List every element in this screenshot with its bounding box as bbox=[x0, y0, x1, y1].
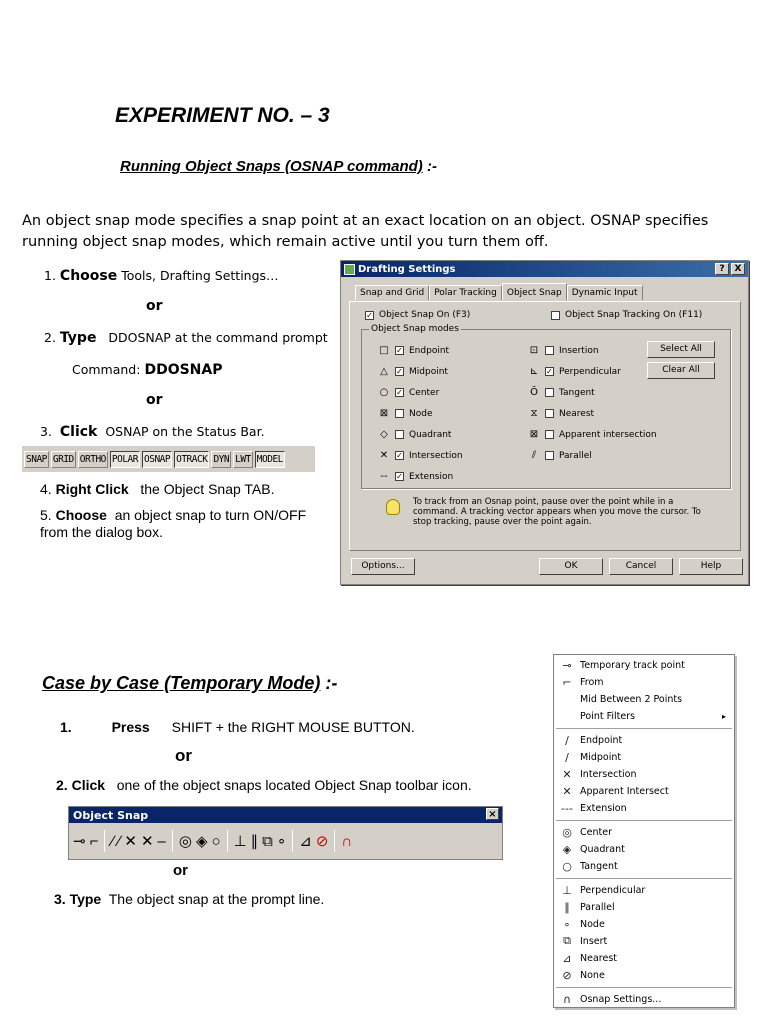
or-separator: or bbox=[175, 746, 192, 765]
app-icon bbox=[344, 264, 355, 275]
case-heading bbox=[42, 673, 337, 694]
dialog-title: Drafting Settings bbox=[358, 263, 456, 275]
none-icon[interactable]: ⊘ bbox=[315, 833, 329, 850]
checkbox-label: Insertion bbox=[559, 345, 599, 356]
menu-item-icon: ⧉ bbox=[563, 934, 571, 947]
menu-item-osnap-settings[interactable] bbox=[554, 991, 734, 1007]
menu-item-mid-between-2-points[interactable] bbox=[554, 691, 734, 707]
step-5 bbox=[40, 507, 336, 541]
snap-marker-icon: ○ bbox=[379, 387, 389, 398]
step-text: Tools, Drafting Settings… bbox=[121, 268, 279, 283]
tab-snap-and-grid[interactable]: Snap and Grid bbox=[355, 285, 429, 300]
snap-marker-icon: ⧖ bbox=[530, 408, 538, 419]
quadrant-icon[interactable]: ◈ bbox=[195, 833, 208, 850]
snap-marker-icon: Ō bbox=[530, 387, 538, 398]
menu-item-icon: ⊸ bbox=[562, 658, 572, 672]
clear-all-button[interactable]: Clear All bbox=[647, 362, 715, 379]
from-icon[interactable]: ⌐ bbox=[89, 832, 99, 850]
command-value: DDOSNAP bbox=[144, 362, 223, 378]
menu-item-label: Intersection bbox=[580, 768, 637, 780]
menu-item-icon: ⊿ bbox=[562, 951, 572, 965]
step-verb: Type bbox=[59, 330, 97, 346]
menu-item-label: From bbox=[580, 676, 604, 688]
step-text: OSNAP on the Status Bar. bbox=[105, 424, 265, 439]
menu-item-node[interactable] bbox=[554, 916, 734, 932]
step-text: DDOSNAP at the command prompt bbox=[108, 330, 328, 345]
checkbox[interactable] bbox=[395, 430, 404, 439]
menu-item-label: Perpendicular bbox=[580, 884, 646, 896]
menu-item-apparent-intersect[interactable] bbox=[554, 783, 734, 799]
checkbox-label: Extension bbox=[409, 471, 454, 482]
checkbox-label: Center bbox=[409, 387, 440, 398]
step-verb: Choose bbox=[59, 268, 118, 284]
status-lwt-button[interactable]: LWT bbox=[233, 451, 253, 468]
snap-marker-icon: ⫽ bbox=[531, 450, 537, 461]
menu-item-icon: ⊘ bbox=[562, 968, 572, 982]
snap-marker-icon: □ bbox=[379, 345, 389, 356]
checkbox-label: Endpoint bbox=[409, 345, 450, 356]
step-text: one of the object snaps located Object Snap toolbar icon. bbox=[116, 777, 472, 793]
snap-mode-extension[interactable] bbox=[377, 471, 453, 482]
snap-mode-node[interactable] bbox=[377, 408, 433, 419]
menu-item-quadrant[interactable] bbox=[554, 841, 734, 857]
menu-item-label: Parallel bbox=[580, 901, 615, 913]
checkbox[interactable]: ✓ bbox=[396, 346, 403, 355]
menu-item-icon: --- bbox=[561, 801, 573, 815]
menu-item-label: Apparent Intersect bbox=[580, 785, 669, 797]
checkbox[interactable]: ✓ bbox=[396, 472, 403, 481]
subtitle-main: Running Object Snaps (OSNAP command) bbox=[120, 158, 423, 175]
step-number: 1. bbox=[44, 268, 56, 283]
help-icon[interactable]: ? bbox=[715, 263, 729, 275]
menu-item-intersection[interactable] bbox=[554, 766, 734, 782]
snap-mode-perpendicular[interactable] bbox=[527, 366, 621, 377]
menu-item-tangent[interactable] bbox=[554, 858, 734, 874]
menu-item-perpendicular[interactable] bbox=[554, 882, 734, 898]
menu-item-icon: ○ bbox=[562, 859, 572, 873]
step-verb: Type bbox=[69, 891, 102, 907]
menu-item-icon: ∩ bbox=[562, 992, 572, 1006]
case-step-3 bbox=[54, 891, 324, 907]
case-step-2 bbox=[56, 777, 472, 793]
object-snap-on-toggle[interactable] bbox=[365, 310, 470, 320]
step-verb: Press bbox=[111, 719, 150, 735]
step-number: 2. bbox=[56, 777, 68, 793]
snap-mode-midpoint[interactable] bbox=[377, 366, 448, 377]
insert-icon[interactable]: ⧉ bbox=[262, 832, 273, 850]
menu-item-label: Center bbox=[580, 826, 612, 838]
step-number: 2. bbox=[44, 330, 56, 345]
tangent-icon[interactable]: ○ bbox=[211, 832, 221, 850]
status-ortho-button[interactable]: ORTHO bbox=[78, 451, 108, 468]
step-number: 3. bbox=[40, 424, 52, 439]
object-snap-tracking-toggle[interactable] bbox=[551, 310, 702, 320]
snap-mode-tangent[interactable] bbox=[527, 387, 595, 398]
tab-object-snap[interactable]: Object Snap bbox=[502, 283, 567, 300]
checkbox-label: Nearest bbox=[559, 408, 595, 419]
checkbox[interactable] bbox=[545, 388, 554, 397]
step-verb: Choose bbox=[55, 507, 107, 523]
menu-item-icon: ∕ bbox=[565, 750, 569, 764]
menu-item-icon: ⊥ bbox=[562, 883, 572, 897]
menu-item-icon: ∕ bbox=[565, 733, 569, 747]
cancel-button[interactable]: Cancel bbox=[609, 558, 673, 575]
checkbox-label: Midpoint bbox=[409, 366, 448, 377]
checkbox[interactable] bbox=[551, 311, 560, 320]
step-number: 5. bbox=[40, 507, 52, 523]
or-separator: or bbox=[146, 392, 163, 408]
separator bbox=[334, 830, 335, 852]
menu-item-from[interactable] bbox=[554, 674, 734, 690]
status-snap-button[interactable]: SNAP bbox=[24, 451, 49, 468]
step-verb: Click bbox=[59, 424, 98, 440]
case-step-1 bbox=[60, 719, 415, 735]
step-number: 3. bbox=[54, 891, 66, 907]
step-1 bbox=[44, 268, 279, 284]
or-separator: or bbox=[146, 298, 163, 314]
checkbox[interactable] bbox=[545, 430, 554, 439]
status-bar bbox=[22, 446, 315, 472]
checkbox[interactable] bbox=[545, 451, 554, 460]
step-2 bbox=[44, 330, 328, 346]
menu-item-label: Tangent bbox=[580, 860, 618, 872]
step-number: 1. bbox=[60, 719, 72, 735]
step-text: The object snap at the prompt line. bbox=[108, 891, 325, 907]
perpendicular-icon[interactable]: ⊥ bbox=[233, 833, 247, 850]
status-osnap-button[interactable]: OSNAP bbox=[142, 451, 172, 468]
checkbox[interactable]: ✓ bbox=[396, 451, 403, 460]
step-verb: Click bbox=[71, 777, 106, 793]
checkbox[interactable] bbox=[395, 409, 404, 418]
menu-item-parallel[interactable] bbox=[554, 899, 734, 915]
checkbox-label: Quadrant bbox=[409, 429, 452, 440]
object-snap-context-menu bbox=[553, 654, 735, 1008]
step-verb: Right Click bbox=[55, 481, 129, 497]
checkbox-label: Perpendicular bbox=[559, 366, 621, 377]
snap-marker-icon: ✕ bbox=[379, 450, 389, 461]
menu-item-icon: ∥ bbox=[564, 900, 570, 914]
node-icon[interactable]: ∘ bbox=[276, 833, 287, 850]
checkbox[interactable]: ✓ bbox=[546, 367, 553, 376]
object-snap-toolbar bbox=[68, 806, 503, 860]
toolbar-icons bbox=[69, 823, 502, 859]
extension-icon[interactable]: – bbox=[157, 832, 166, 850]
menu-item-midpoint[interactable] bbox=[554, 749, 734, 765]
snap-mode-nearest[interactable] bbox=[527, 408, 594, 419]
lightbulb-icon bbox=[386, 499, 400, 515]
snap-marker-icon: ⊾ bbox=[529, 366, 539, 377]
separator bbox=[172, 830, 173, 852]
menu-item-label: Node bbox=[580, 918, 605, 930]
checkbox[interactable]: ✓ bbox=[396, 388, 403, 397]
step-3 bbox=[40, 424, 265, 440]
menu-item-none[interactable] bbox=[554, 967, 734, 983]
snap-marker-icon: △ bbox=[380, 366, 388, 377]
tracking-info-text: To track from an Osnap point, pause over the point while in a command. A tracking vector appears when you move the cursor. To stop tracking, pause over the point again. bbox=[413, 497, 701, 527]
checkbox-label: Intersection bbox=[409, 450, 463, 461]
menu-item-temporary-track-point[interactable] bbox=[554, 657, 734, 673]
menu-item-extension[interactable] bbox=[554, 800, 734, 816]
ok-button[interactable]: OK bbox=[539, 558, 603, 575]
menu-item-icon: ∘ bbox=[563, 917, 571, 931]
or-separator: or bbox=[173, 862, 188, 879]
snap-mode-endpoint[interactable] bbox=[377, 345, 449, 356]
separator bbox=[292, 830, 293, 852]
menu-separator bbox=[556, 987, 732, 988]
step-4 bbox=[40, 481, 275, 497]
nearest-icon[interactable]: ⊿ bbox=[299, 833, 312, 850]
checkbox-label: Tangent bbox=[559, 387, 595, 398]
center-icon[interactable]: ◎ bbox=[178, 833, 192, 850]
menu-item-icon: ◎ bbox=[562, 825, 572, 839]
snap-mode-apparent-intersection[interactable] bbox=[527, 429, 657, 440]
snap-marker-icon: ⊡ bbox=[529, 345, 539, 356]
menu-item-label: Point Filters bbox=[580, 710, 636, 722]
step-number: 4. bbox=[40, 481, 52, 497]
status-grid-button[interactable]: GRID bbox=[51, 451, 76, 468]
menu-separator bbox=[556, 820, 732, 821]
checkbox-label: Apparent intersection bbox=[559, 429, 657, 440]
checkbox[interactable] bbox=[545, 346, 554, 355]
dialog-tabs bbox=[355, 285, 643, 300]
snap-mode-quadrant[interactable] bbox=[377, 429, 451, 440]
menu-item-label: Osnap Settings... bbox=[580, 993, 662, 1005]
menu-item-endpoint[interactable] bbox=[554, 732, 734, 748]
menu-item-icon: ◈ bbox=[562, 842, 572, 856]
menu-item-label: Nearest bbox=[580, 952, 617, 964]
intersection-icon[interactable]: ✕ bbox=[124, 833, 137, 850]
dialog-titlebar bbox=[341, 261, 748, 277]
status-otrack-button[interactable]: OTRACK bbox=[174, 451, 209, 468]
status-model-button[interactable]: MODEL bbox=[255, 451, 285, 468]
close-icon[interactable]: × bbox=[486, 808, 499, 820]
snap-mode-intersection[interactable] bbox=[377, 450, 463, 461]
checkbox-label: Parallel bbox=[559, 450, 592, 461]
snap-mode-parallel[interactable] bbox=[527, 450, 592, 461]
snap-marker-icon: ⊠ bbox=[379, 408, 389, 419]
step-text: SHIFT + the RIGHT MOUSE BUTTON. bbox=[171, 719, 415, 735]
separator bbox=[227, 830, 228, 852]
subtitle-suffix: :- bbox=[422, 158, 437, 175]
menu-item-label: Temporary track point bbox=[580, 659, 685, 671]
intro-paragraph: An object snap mode specifies a snap point at an exact location on an object. OSNAP specifies running object snap modes, which remain active until you turn them off. bbox=[22, 213, 709, 250]
menu-item-center[interactable] bbox=[554, 824, 734, 840]
options-button[interactable]: Options... bbox=[351, 558, 415, 575]
snap-marker-icon: ⊠ bbox=[529, 429, 539, 440]
menu-item-label: Endpoint bbox=[580, 734, 623, 746]
checkbox-label: Object Snap Tracking On (F11) bbox=[565, 310, 703, 320]
status-polar-button[interactable]: POLAR bbox=[110, 451, 140, 468]
tab-polar-tracking[interactable]: Polar Tracking bbox=[429, 285, 502, 300]
step-text: the Object Snap TAB. bbox=[140, 481, 275, 497]
section-subtitle bbox=[120, 158, 437, 175]
checkbox[interactable]: ✓ bbox=[396, 367, 403, 376]
snap-marker-icon: ◇ bbox=[380, 429, 388, 440]
menu-item-label: Midpoint bbox=[580, 751, 622, 763]
toolbar-title: Object Snap bbox=[73, 808, 149, 822]
step-text: an object snap to turn ON/OFF from the dialog box. bbox=[40, 507, 307, 540]
separator bbox=[104, 830, 105, 852]
help-button[interactable]: Help bbox=[679, 558, 743, 575]
checkbox[interactable] bbox=[545, 409, 554, 418]
close-icon[interactable]: X bbox=[731, 263, 745, 275]
menu-item-point-filters[interactable] bbox=[554, 708, 734, 724]
menu-item-icon: ⌐ bbox=[562, 675, 572, 689]
midpoint-icon[interactable]: ∕ bbox=[117, 832, 121, 850]
menu-item-nearest[interactable] bbox=[554, 950, 734, 966]
menu-separator bbox=[556, 878, 732, 879]
command-label: Command: bbox=[72, 362, 141, 377]
menu-item-insert[interactable] bbox=[554, 933, 734, 949]
osnap-settings-icon[interactable]: ∩ bbox=[341, 832, 353, 850]
menu-item-label: Extension bbox=[580, 802, 627, 814]
toolbar-titlebar bbox=[69, 807, 502, 823]
tab-dynamic-input[interactable]: Dynamic Input bbox=[567, 285, 643, 300]
menu-item-label: Quadrant bbox=[580, 843, 625, 855]
snap-mode-insertion[interactable] bbox=[527, 345, 599, 356]
case-heading-suffix: :- bbox=[320, 673, 338, 693]
menu-item-label: Mid Between 2 Points bbox=[580, 693, 683, 705]
menu-item-icon: ✕ bbox=[562, 767, 572, 781]
checkbox[interactable]: ✓ bbox=[366, 310, 373, 320]
checkbox-label: Object Snap On (F3) bbox=[379, 310, 471, 320]
apparent-intersection-icon[interactable]: ✕ bbox=[140, 833, 154, 850]
snap-marker-icon: -- bbox=[380, 471, 388, 482]
menu-item-label: Insert bbox=[580, 935, 608, 947]
page-title: EXPERIMENT NO. – 3 bbox=[115, 104, 330, 127]
drafting-settings-dialog bbox=[340, 260, 749, 585]
snap-mode-center[interactable] bbox=[377, 387, 439, 398]
parallel-icon[interactable]: ∥ bbox=[250, 833, 259, 850]
status-dyn-button[interactable]: DYN bbox=[211, 451, 231, 468]
menu-item-icon: ✕ bbox=[562, 784, 572, 798]
menu-item-label: None bbox=[580, 969, 605, 981]
case-heading-main: Case by Case (Temporary Mode) bbox=[42, 673, 321, 693]
command-line bbox=[72, 362, 223, 378]
temporary-track-icon[interactable]: ⊸ bbox=[73, 833, 86, 850]
checkbox-label: Node bbox=[409, 408, 433, 419]
select-all-button[interactable]: Select All bbox=[647, 341, 715, 358]
group-label: Object Snap modes bbox=[371, 324, 459, 334]
submenu-arrow-icon: ▸ bbox=[721, 711, 726, 721]
endpoint-icon[interactable]: ∕ bbox=[111, 832, 114, 850]
menu-separator bbox=[556, 728, 732, 729]
